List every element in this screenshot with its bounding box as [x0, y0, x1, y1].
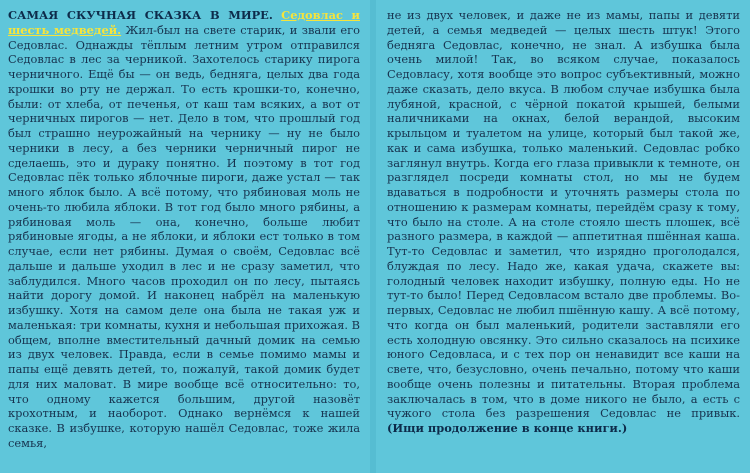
- right-page-column: [387, 8, 740, 436]
- story-headline: САМАЯ СКУЧНАЯ СКАЗКА В МИРЕ.: [8, 8, 273, 22]
- right-column-body: не из двух человек, и даже не из мамы, папы и девяти детей, а семья медведей — целых шесть штук! Этого бедняга Седовлас, конечно, не знал. А избушка была очень милой! Так, во всяком случае, показалось Седовласу, хотя вообще это вопрос субъективный, можно даже сказать, дело вкуса. В любом случае избушка была лубяной, красной, с чёрной покатой крышей, белыми наличниками на окнах, белой верандой, высоким крыльцом и туалетом на улице, который был такой же, как и сама избушка, только маленький. Седовлас робко заглянул внутрь. Когда его глаза привыкли к темноте, он разглядел посреди комнаты стол, но мы не будем вдаваться в подробности и уточнять размеры стола по отношению к размерам комнаты, перейдём сразу к тому, что было на столе. А на столе стояло шесть плошек, всё разного размера, в каждой — аппетитная пшённая каша. Тут-то Седовлас и заметил, что изрядно проголодался, блуждая по лесу. Надо же, какая удача, скажете вы: голодный человек находит избушку, полную еды. Но не тут-то было! Перед Седовласом встало две проблемы. Во-первых, Седовлас не любил пшённую кашу. А всё потому, что когда он был маленький, родители заставляли его есть холодную овсянку. Это сильно сказалось на психике юного Седовласа, и с тех пор он ненавидит все каши на свете, что, безусловно, очень печально, потому что каши вообще очень полезны и питательны. Вторая проблема заключалась в том, что в доме никого не было, а есть с чужого стола без разрешения Седовлас не привык.: [387, 8, 740, 421]
- continuation-note: (Ищи продолжение в конце книги.): [387, 421, 628, 435]
- story-subtitle: Седовлас и шесть медведей.: [8, 8, 360, 37]
- page-gutter: [370, 0, 376, 473]
- left-column-body: Жил-был на свете старик, и звали его Седовлас. Однажды тёплым летним утром отправился Седовлас в лес за черникой. Захотелось старику пирога черничного. Ещё бы — он ведь, бедняга, целых два года крошки во рту не держал. То есть крошки-то, конечно, были: от хлеба, от печенья, от каш там всяких, а вот от черничных пирогов — нет. Дело в том, что прошлый год был страшно неурожайный на чернику — ну не было черники в лесу, а без черники черничный пирог не сделаешь, это и дураку понятно. И поэтому в тот год Седовлас пёк только яблочные пироги, даже устал — так много яблок было. А всё потому, что рябиновая моль не очень-то любила яблоки. В тот год было много рябины, а рябиновая моль — она, конечно, больше любит рябиновые ягоды, а не яблоки, и яблоки ест только в том случае, если нет рябины. Думая о своём, Седовлас всё дальше и дальше уходил в лес и не сразу заметил, что заблудился. Много часов проходил он по лесу, пытаясь найти дорогу домой. И наконец набрёл на маленькую избушку. Хотя на самом деле она была не такая уж и маленькая: три комнаты, кухня и небольшая прихожая. В общем, вполне вместительный дачный домик на семью из двух человек. Правда, если в семье помимо мамы и папы ещё девять детей, то, пожалуй, такой домик будет для них маловат. В мире вообще всё относительно: то, что одному кажется большим, другой назовёт крохотным, и наоборот. Однако вернёмся к нашей сказке. В избушке, которую нашёл Седовлас, тоже жила семья,: [8, 22, 360, 450]
- left-page-column: [8, 8, 360, 451]
